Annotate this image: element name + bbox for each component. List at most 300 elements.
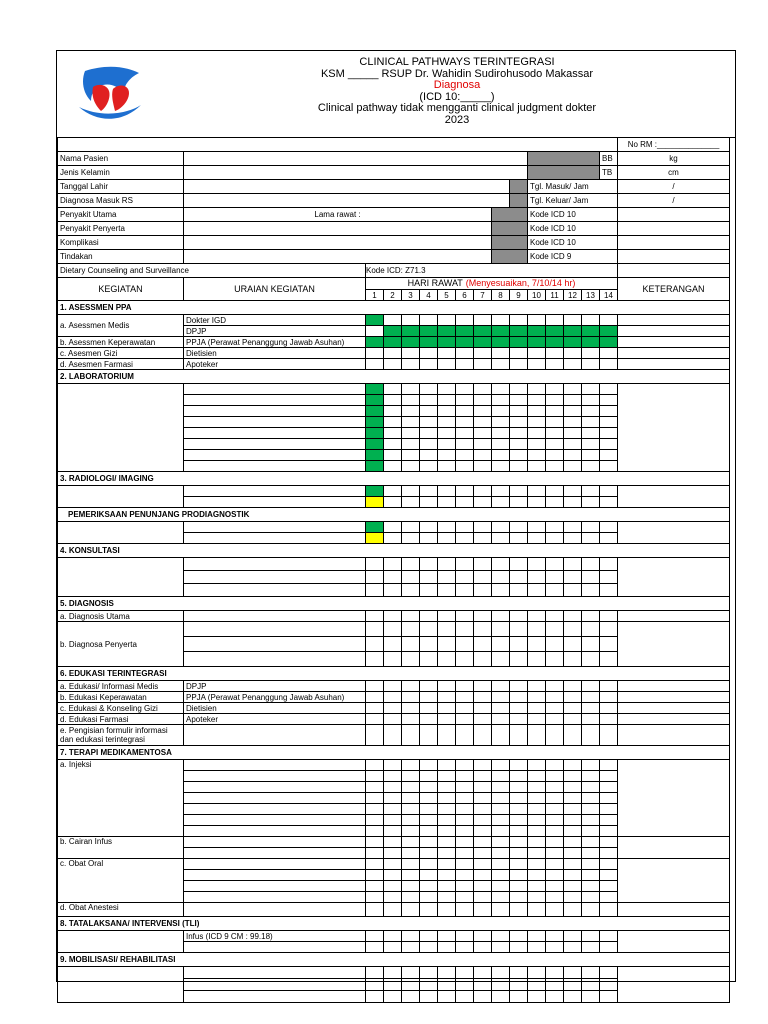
- day-cell: [564, 837, 582, 848]
- day-cell: [474, 395, 492, 406]
- day-number: 6: [456, 290, 474, 301]
- day-cell: [438, 622, 456, 637]
- day-cell: [384, 782, 402, 793]
- day-cell: [420, 406, 438, 417]
- day-cell: [564, 760, 582, 771]
- day-cell: [600, 826, 618, 837]
- day-cell: [582, 558, 600, 571]
- kegiatan-cell: c. Asesmen Gizi: [58, 348, 184, 359]
- icd-value: [618, 208, 730, 222]
- day-cell: [366, 870, 384, 881]
- day-cell: [510, 558, 528, 571]
- day-cell: [420, 428, 438, 439]
- day-cell: [474, 979, 492, 991]
- day-cell: [582, 931, 600, 942]
- day-cell: [546, 395, 564, 406]
- day-cell: [492, 991, 510, 1003]
- day-cell: [564, 848, 582, 859]
- day-cell: [402, 359, 420, 370]
- day-cell: [420, 486, 438, 497]
- day-cell: [420, 692, 438, 703]
- day-cell: [420, 652, 438, 667]
- day-cell: [420, 450, 438, 461]
- day-cell: [456, 652, 474, 667]
- day-cell: [474, 637, 492, 652]
- day-cell: [456, 848, 474, 859]
- day-cell: [438, 637, 456, 652]
- day-cell: [528, 760, 546, 771]
- header-text: [257, 57, 657, 126]
- day-cell: [600, 497, 618, 508]
- day-cell: [582, 439, 600, 450]
- day-cell: [492, 395, 510, 406]
- day-cell: [438, 571, 456, 584]
- section-row: [58, 544, 730, 558]
- day-cell: [546, 497, 564, 508]
- day-cell: [546, 326, 564, 337]
- section-row: [58, 508, 730, 522]
- day-cell: [582, 461, 600, 472]
- day-cell: [384, 326, 402, 337]
- day-cell: [420, 903, 438, 917]
- uraian-cell: [184, 815, 366, 826]
- day-cell: [384, 406, 402, 417]
- day-cell: [474, 692, 492, 703]
- day-cell: [366, 461, 384, 472]
- day-cell: [492, 771, 510, 782]
- day-cell: [564, 337, 582, 348]
- day-cell: [564, 359, 582, 370]
- day-cell: [528, 967, 546, 979]
- day-cell: [438, 461, 456, 472]
- day-cell: [582, 725, 600, 746]
- uraian-cell: [184, 486, 366, 497]
- day-cell: [456, 714, 474, 725]
- day-cell: [474, 848, 492, 859]
- day-cell: [384, 848, 402, 859]
- keterangan-cell: [618, 486, 730, 508]
- day-cell: [492, 326, 510, 337]
- day-cell: [492, 417, 510, 428]
- day-cell: [564, 771, 582, 782]
- day-cell: [546, 859, 564, 870]
- day-cell: [420, 782, 438, 793]
- day-cell: [492, 942, 510, 953]
- patient-value: [184, 222, 492, 236]
- day-cell: [564, 522, 582, 533]
- day-cell: [474, 760, 492, 771]
- uraian-cell: Apoteker: [184, 359, 366, 370]
- day-cell: [528, 942, 546, 953]
- day-cell: [528, 652, 546, 667]
- day-cell: [600, 771, 618, 782]
- day-cell: [438, 359, 456, 370]
- day-cell: [510, 979, 528, 991]
- day-cell: [456, 881, 474, 892]
- day-cell: [492, 848, 510, 859]
- day-cell: [492, 348, 510, 359]
- day-cell: [384, 395, 402, 406]
- day-cell: [366, 881, 384, 892]
- patient-label: Tanggal Lahir: [58, 180, 184, 194]
- day-cell: [600, 486, 618, 497]
- day-cell: [582, 892, 600, 903]
- icd-label: Kode ICD 10: [528, 236, 618, 250]
- uraian-cell: [184, 725, 366, 746]
- day-cell: [582, 384, 600, 395]
- day-cell: [366, 326, 384, 337]
- day-cell: [438, 804, 456, 815]
- day-cell: [492, 881, 510, 892]
- day-cell: [366, 622, 384, 637]
- uraian-cell: [184, 533, 366, 544]
- uraian-cell: [184, 497, 366, 508]
- uraian-cell: PPJA (Perawat Penanggung Jawab Asuhan): [184, 337, 366, 348]
- day-cell: [582, 979, 600, 991]
- day-cell: [402, 714, 420, 725]
- day-cell: [510, 406, 528, 417]
- uraian-cell: DPJP: [184, 681, 366, 692]
- day-cell: [456, 406, 474, 417]
- day-number: 2: [384, 290, 402, 301]
- day-cell: [546, 611, 564, 622]
- hospital-logo: [73, 63, 145, 125]
- day-cell: [402, 725, 420, 746]
- day-cell: [474, 714, 492, 725]
- day-cell: [420, 881, 438, 892]
- day-cell: [582, 326, 600, 337]
- patient-info-row: [58, 194, 730, 208]
- day-cell: [510, 804, 528, 815]
- uraian-cell: [184, 771, 366, 782]
- day-cell: [474, 486, 492, 497]
- day-cell: [474, 771, 492, 782]
- day-cell: [546, 725, 564, 746]
- day-cell: [546, 804, 564, 815]
- day-cell: [546, 622, 564, 637]
- day-cell: [546, 584, 564, 597]
- shaded-cell: [492, 222, 528, 236]
- day-cell: [564, 652, 582, 667]
- day-cell: [384, 622, 402, 637]
- day-cell: [528, 782, 546, 793]
- day-cell: [438, 348, 456, 359]
- day-cell: [582, 337, 600, 348]
- day-cell: [546, 571, 564, 584]
- day-cell: [492, 522, 510, 533]
- day-cell: [384, 681, 402, 692]
- day-cell: [438, 725, 456, 746]
- day-cell: [582, 848, 600, 859]
- patient-label: Komplikasi: [58, 236, 184, 250]
- day-cell: [474, 892, 492, 903]
- day-cell: [510, 359, 528, 370]
- day-cell: [546, 428, 564, 439]
- day-cell: [582, 533, 600, 544]
- day-cell: [582, 771, 600, 782]
- day-cell: [600, 870, 618, 881]
- day-cell: [546, 359, 564, 370]
- ksm-line: KSM _____ RSUP Dr. Wahidin Sudirohusodo Makassar: [320, 67, 594, 80]
- day-cell: [384, 815, 402, 826]
- day-cell: [456, 793, 474, 804]
- day-cell: [384, 692, 402, 703]
- blank-cell: [618, 264, 730, 278]
- day-cell: [384, 584, 402, 597]
- day-cell: [474, 622, 492, 637]
- section-title: 6. EDUKASI TERINTEGRASI: [58, 667, 730, 681]
- day-cell: [474, 991, 492, 1003]
- day-cell: [492, 533, 510, 544]
- day-cell: [438, 681, 456, 692]
- day-cell: [384, 725, 402, 746]
- day-cell: [564, 461, 582, 472]
- day-cell: [582, 760, 600, 771]
- day-cell: [564, 692, 582, 703]
- patient-info-row: [58, 152, 730, 166]
- day-cell: [528, 622, 546, 637]
- day-cell: [564, 558, 582, 571]
- day-cell: [546, 439, 564, 450]
- day-cell: [420, 837, 438, 848]
- day-cell: [402, 611, 420, 622]
- day-cell: [384, 760, 402, 771]
- day-cell: [600, 892, 618, 903]
- day-cell: [528, 533, 546, 544]
- uraian-cell: [184, 417, 366, 428]
- patient-info-row: [58, 236, 730, 250]
- date-value: /: [618, 180, 730, 194]
- day-cell: [546, 348, 564, 359]
- day-number: 3: [402, 290, 420, 301]
- blank-cell: [58, 138, 618, 152]
- kegiatan-cell: [58, 558, 184, 597]
- day-cell: [384, 892, 402, 903]
- form-title: CLINICAL PATHWAYS TERINTEGRASI: [359, 56, 555, 68]
- day-cell: [600, 558, 618, 571]
- day-cell: [492, 815, 510, 826]
- day-cell: [384, 359, 402, 370]
- day-cell: [420, 979, 438, 991]
- kegiatan-cell: a. Diagnosis Utama: [58, 611, 184, 622]
- day-cell: [456, 815, 474, 826]
- day-cell: [528, 486, 546, 497]
- day-cell: [456, 892, 474, 903]
- day-cell: [528, 558, 546, 571]
- day-cell: [402, 979, 420, 991]
- shaded-cell: [528, 166, 600, 180]
- keterangan-cell: [618, 384, 730, 472]
- day-cell: [492, 903, 510, 917]
- day-cell: [528, 870, 546, 881]
- col-hari-rawat: [366, 278, 618, 290]
- day-cell: [582, 681, 600, 692]
- form-header: [57, 51, 735, 138]
- day-cell: [456, 681, 474, 692]
- dietary-icd: Kode ICD: Z71.3: [366, 264, 618, 278]
- kegiatan-cell: c. Edukasi & Konseling Gizi: [58, 703, 184, 714]
- section-title: 2. LABORATORIUM: [58, 370, 730, 384]
- day-cell: [510, 967, 528, 979]
- day-cell: [402, 326, 420, 337]
- day-cell: [546, 384, 564, 395]
- activity-row: [58, 348, 730, 359]
- day-cell: [546, 522, 564, 533]
- uraian-cell: [184, 979, 366, 991]
- day-cell: [564, 395, 582, 406]
- day-cell: [456, 571, 474, 584]
- day-cell: [366, 637, 384, 652]
- day-cell: [438, 903, 456, 917]
- keterangan-cell: [618, 522, 730, 544]
- terapi-row: [58, 760, 730, 771]
- day-cell: [438, 533, 456, 544]
- day-cell: [366, 359, 384, 370]
- day-cell: [564, 417, 582, 428]
- day-cell: [384, 771, 402, 782]
- day-cell: [546, 315, 564, 326]
- day-cell: [528, 337, 546, 348]
- day-cell: [582, 942, 600, 953]
- uraian-cell: [184, 428, 366, 439]
- day-cell: [492, 681, 510, 692]
- activity-row: [58, 714, 730, 725]
- day-cell: [492, 692, 510, 703]
- day-cell: [528, 359, 546, 370]
- day-cell: [384, 703, 402, 714]
- day-cell: [528, 771, 546, 782]
- day-cell: [600, 859, 618, 870]
- shaded-cell: [528, 152, 600, 166]
- day-cell: [582, 450, 600, 461]
- day-number: 4: [420, 290, 438, 301]
- uraian-cell: [184, 837, 366, 848]
- shaded-cell: [492, 236, 528, 250]
- day-cell: [366, 584, 384, 597]
- day-cell: [456, 725, 474, 746]
- day-cell: [420, 793, 438, 804]
- day-cell: [528, 892, 546, 903]
- keterangan-cell: [618, 859, 730, 903]
- day-cell: [438, 558, 456, 571]
- shaded-cell: [492, 250, 528, 264]
- day-cell: [384, 637, 402, 652]
- day-cell: [402, 417, 420, 428]
- day-cell: [474, 450, 492, 461]
- day-cell: [366, 692, 384, 703]
- day-cell: [546, 793, 564, 804]
- day-cell: [546, 942, 564, 953]
- day-cell: [438, 406, 456, 417]
- day-cell: [564, 439, 582, 450]
- day-cell: [438, 979, 456, 991]
- day-cell: [474, 584, 492, 597]
- day-cell: [456, 782, 474, 793]
- keterangan-cell: [618, 337, 730, 348]
- day-cell: [510, 931, 528, 942]
- day-cell: [420, 637, 438, 652]
- day-cell: [402, 637, 420, 652]
- day-cell: [510, 771, 528, 782]
- year-label: 2023: [444, 113, 470, 126]
- uraian-cell: [184, 384, 366, 395]
- day-cell: [546, 533, 564, 544]
- day-cell: [420, 967, 438, 979]
- day-cell: [456, 584, 474, 597]
- day-cell: [384, 942, 402, 953]
- consult-row: [58, 558, 730, 571]
- patient-value: [184, 166, 528, 180]
- day-cell: [564, 571, 582, 584]
- patient-value: Lama rawat :: [184, 208, 492, 222]
- day-cell: [492, 652, 510, 667]
- day-cell: [600, 681, 618, 692]
- day-cell: [474, 793, 492, 804]
- day-cell: [384, 428, 402, 439]
- day-cell: [384, 611, 402, 622]
- activity-row: [58, 315, 730, 326]
- day-cell: [474, 406, 492, 417]
- kegiatan-cell: b. Cairan Infus: [58, 837, 184, 859]
- day-cell: [492, 439, 510, 450]
- day-cell: [438, 771, 456, 782]
- day-cell: [438, 714, 456, 725]
- day-cell: [564, 428, 582, 439]
- day-cell: [402, 533, 420, 544]
- day-cell: [582, 359, 600, 370]
- day-cell: [402, 782, 420, 793]
- edukasi-e-line2: dan edukasi terintegrasi: [60, 735, 145, 744]
- day-cell: [600, 395, 618, 406]
- uraian-cell: [184, 903, 366, 917]
- activity-row: [58, 692, 730, 703]
- day-cell: [510, 571, 528, 584]
- day-cell: [600, 991, 618, 1003]
- day-cell: [456, 326, 474, 337]
- section-title: 1. ASESSMEN PPA: [58, 301, 730, 315]
- day-cell: [402, 760, 420, 771]
- day-cell: [546, 652, 564, 667]
- day-cell: [366, 848, 384, 859]
- day-cell: [474, 558, 492, 571]
- day-cell: [582, 395, 600, 406]
- patient-value: [184, 152, 528, 166]
- day-cell: [582, 703, 600, 714]
- day-cell: [528, 384, 546, 395]
- day-cell: [528, 439, 546, 450]
- day-cell: [582, 348, 600, 359]
- day-cell: [600, 793, 618, 804]
- uraian-cell: [184, 395, 366, 406]
- day-cell: [402, 859, 420, 870]
- uraian-cell: [184, 522, 366, 533]
- day-cell: [402, 558, 420, 571]
- day-cell: [456, 315, 474, 326]
- patient-value: [184, 194, 510, 208]
- day-cell: [438, 870, 456, 881]
- day-cell: [546, 782, 564, 793]
- day-cell: [600, 439, 618, 450]
- day-number: 10: [528, 290, 546, 301]
- day-cell: [456, 870, 474, 881]
- day-cell: [528, 681, 546, 692]
- day-cell: [492, 428, 510, 439]
- day-cell: [492, 406, 510, 417]
- day-cell: [456, 486, 474, 497]
- unit-label: BB: [600, 152, 618, 166]
- day-cell: [366, 837, 384, 848]
- patient-label: Diagnosa Masuk RS: [58, 194, 184, 208]
